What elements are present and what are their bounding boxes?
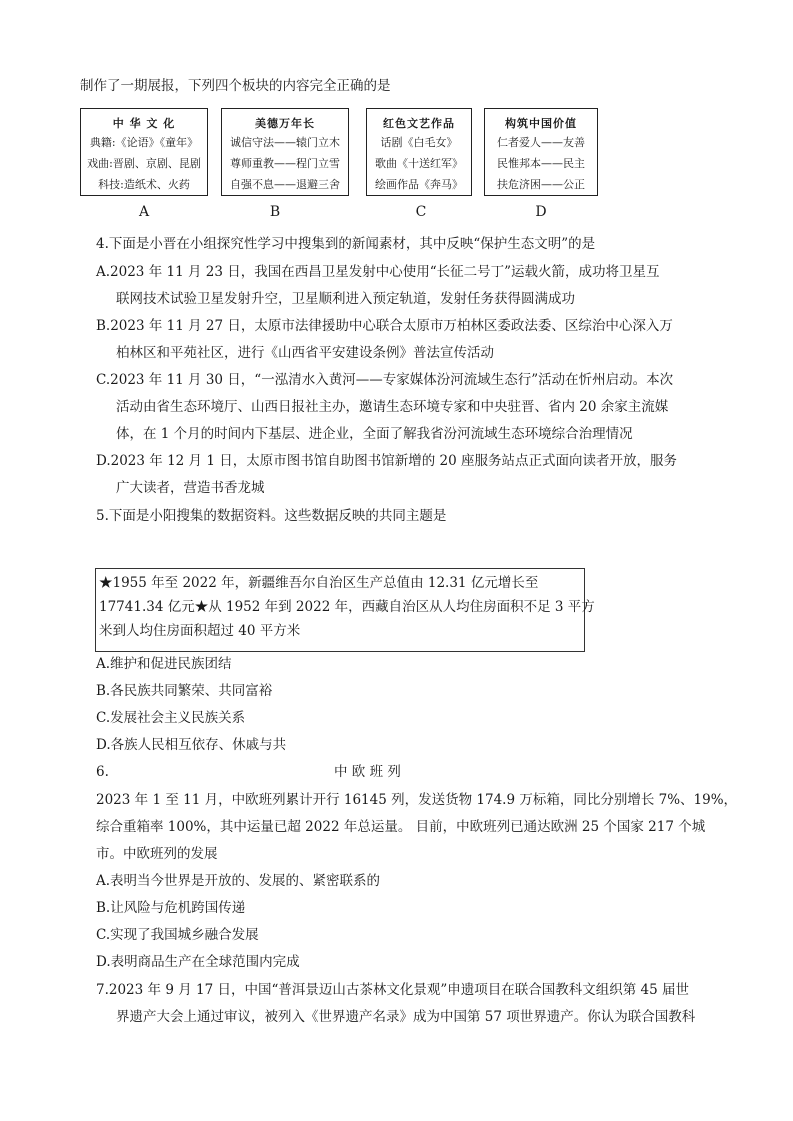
board-b	[221, 108, 349, 196]
board-row: 民惟邦本——民主	[497, 157, 585, 170]
board-row: 戏曲:晋剧、京剧、昆剧	[87, 157, 201, 170]
board-label-c[interactable]: C	[415, 204, 427, 220]
q6-option-d[interactable]: D.表明商品生产在全球范围内完成	[96, 954, 300, 970]
q6-option-c[interactable]: C.实现了我国城乡融合发展	[96, 927, 259, 943]
q4-option-d[interactable]: D.2023 年 12 月 1 日，太原市图书馆自助图书馆新增的 20 座服务站点正式面向读者开放，服务	[96, 453, 677, 469]
board-row: 科技:造纸术、火药	[98, 178, 190, 191]
board-row: 仁者爱人——友善	[497, 136, 585, 149]
board-label-a[interactable]: A	[138, 204, 150, 220]
q4-option-c-cont: 活动由省生态环境厅、山西日报社主办，邀请生态环境专家和中央驻晋、省内 20 余家主流媒	[116, 399, 669, 415]
q6-option-a[interactable]: A.表明当今世界是开放的、发展的、紧密联系的	[96, 873, 381, 889]
q4-option-c-cont: 体，在 1 个月的时间内下基层、进企业，全面了解我省汾河流域生态环境综合治理情况	[116, 426, 633, 442]
q6-body: 市。中欧班列的发展	[96, 846, 218, 862]
board-title: 中 华 文 化	[112, 117, 176, 130]
q7-stem-cont: 界遗产大会上通过审议，被列入《世界遗产名录》成为中国第 57 项世界遗产。你认为联合国教科	[116, 1009, 696, 1025]
board-row: 话剧《白毛女》	[380, 136, 458, 149]
board-label-d[interactable]: D	[535, 204, 547, 220]
q6-title: 中 欧 班 列	[334, 764, 401, 780]
q5-data-box	[95, 568, 595, 652]
q6-number: 6.	[96, 764, 109, 780]
board-row: 歌曲《十送红军》	[375, 157, 463, 170]
q4-option-a[interactable]: A.2023 年 11 月 23 日，我国在西昌卫星发射中心使用“长征二号丁”运载火箭，成功将卫星互	[96, 264, 660, 280]
q4-option-a-cont: 联网技术试验卫星发射升空，卫星顺利进入预定轨道，发射任务获得圆满成功	[116, 291, 575, 307]
q6-body: 2023 年 1 至 11 月，中欧班列累计开行 16145 列，发送货物 174.9 万标箱，同比分别增长 7%、19%，	[96, 792, 738, 808]
board-row: 自强不息——退避三舍	[230, 178, 340, 191]
board-label-b[interactable]: B	[269, 204, 281, 220]
q4-option-c[interactable]: C.2023 年 11 月 30 日，“一泓清水入黄河——专家媒体汾河流域生态行”活动在忻州启动。本次	[96, 372, 674, 388]
q4-option-b[interactable]: B.2023 年 11 月 27 日，太原市法律援助中心联合太原市万柏林区委政法委、区综治中心深入万	[96, 318, 673, 334]
board-row: 尊师重教——程门立雪	[230, 157, 340, 170]
board-title: 红色文艺作品	[383, 117, 455, 130]
data-line: 米到人均住房面积超过 40 平方米	[99, 623, 301, 639]
q6-body: 综合重箱率 100%，其中运量已超 2022 年总运量。 目前，中欧班列已通达欧洲 25 个国家 217 个城	[96, 819, 706, 835]
board-title: 构筑中国价值	[505, 117, 577, 130]
data-line: 17741.34 亿元★从 1952 年到 2022 年，西藏自治区从人均住房面积不足 3 平方	[99, 599, 595, 615]
board-title: 美德万年长	[255, 117, 315, 130]
intro-text: 制作了一期展报，下列四个板块的内容完全正确的是	[80, 78, 391, 94]
q5-option-b[interactable]: B.各民族共同繁荣、共同富裕	[96, 683, 273, 699]
q6-option-b[interactable]: B.让风险与危机跨国传递	[96, 900, 246, 916]
q4-stem: 4.下面是小晋在小组探究性学习中搜集到的新闻素材，其中反映“保护生态文明”的是	[96, 236, 596, 252]
board-d	[484, 108, 598, 196]
q7-stem: 7.2023 年 9 月 17 日，中国“普洱景迈山古茶林文化景观”申遗项目在联合国教科文组织第 45 届世	[96, 982, 690, 998]
board-row: 绘画作品《奔马》	[375, 178, 463, 191]
board-row: 扶危济困——公正	[497, 178, 585, 191]
board-c	[366, 108, 472, 196]
q5-option-c[interactable]: C.发展社会主义民族关系	[96, 710, 246, 726]
exhibit-boards	[80, 108, 660, 228]
board-row: 诚信守法——辕门立木	[230, 136, 340, 149]
q5-option-a[interactable]: A.维护和促进民族团结	[96, 656, 232, 672]
board-row: 典籍:《论语》《童年》	[89, 136, 199, 149]
q4-option-d-cont: 广大读者，营造书香龙城	[116, 480, 265, 496]
q5-option-d[interactable]: D.各族人民相互依存、休戚与共	[96, 737, 287, 753]
data-line: ★1955 年至 2022 年，新疆维吾尔自治区生产总值由 12.31 亿元增长至	[99, 575, 539, 591]
board-a	[80, 108, 208, 196]
q5-stem: 5.下面是小阳搜集的数据资料。这些数据反映的共同主题是	[96, 508, 447, 524]
q4-option-b-cont: 柏林区和平苑社区，进行《山西省平安建设条例》普法宣传活动	[116, 345, 494, 361]
